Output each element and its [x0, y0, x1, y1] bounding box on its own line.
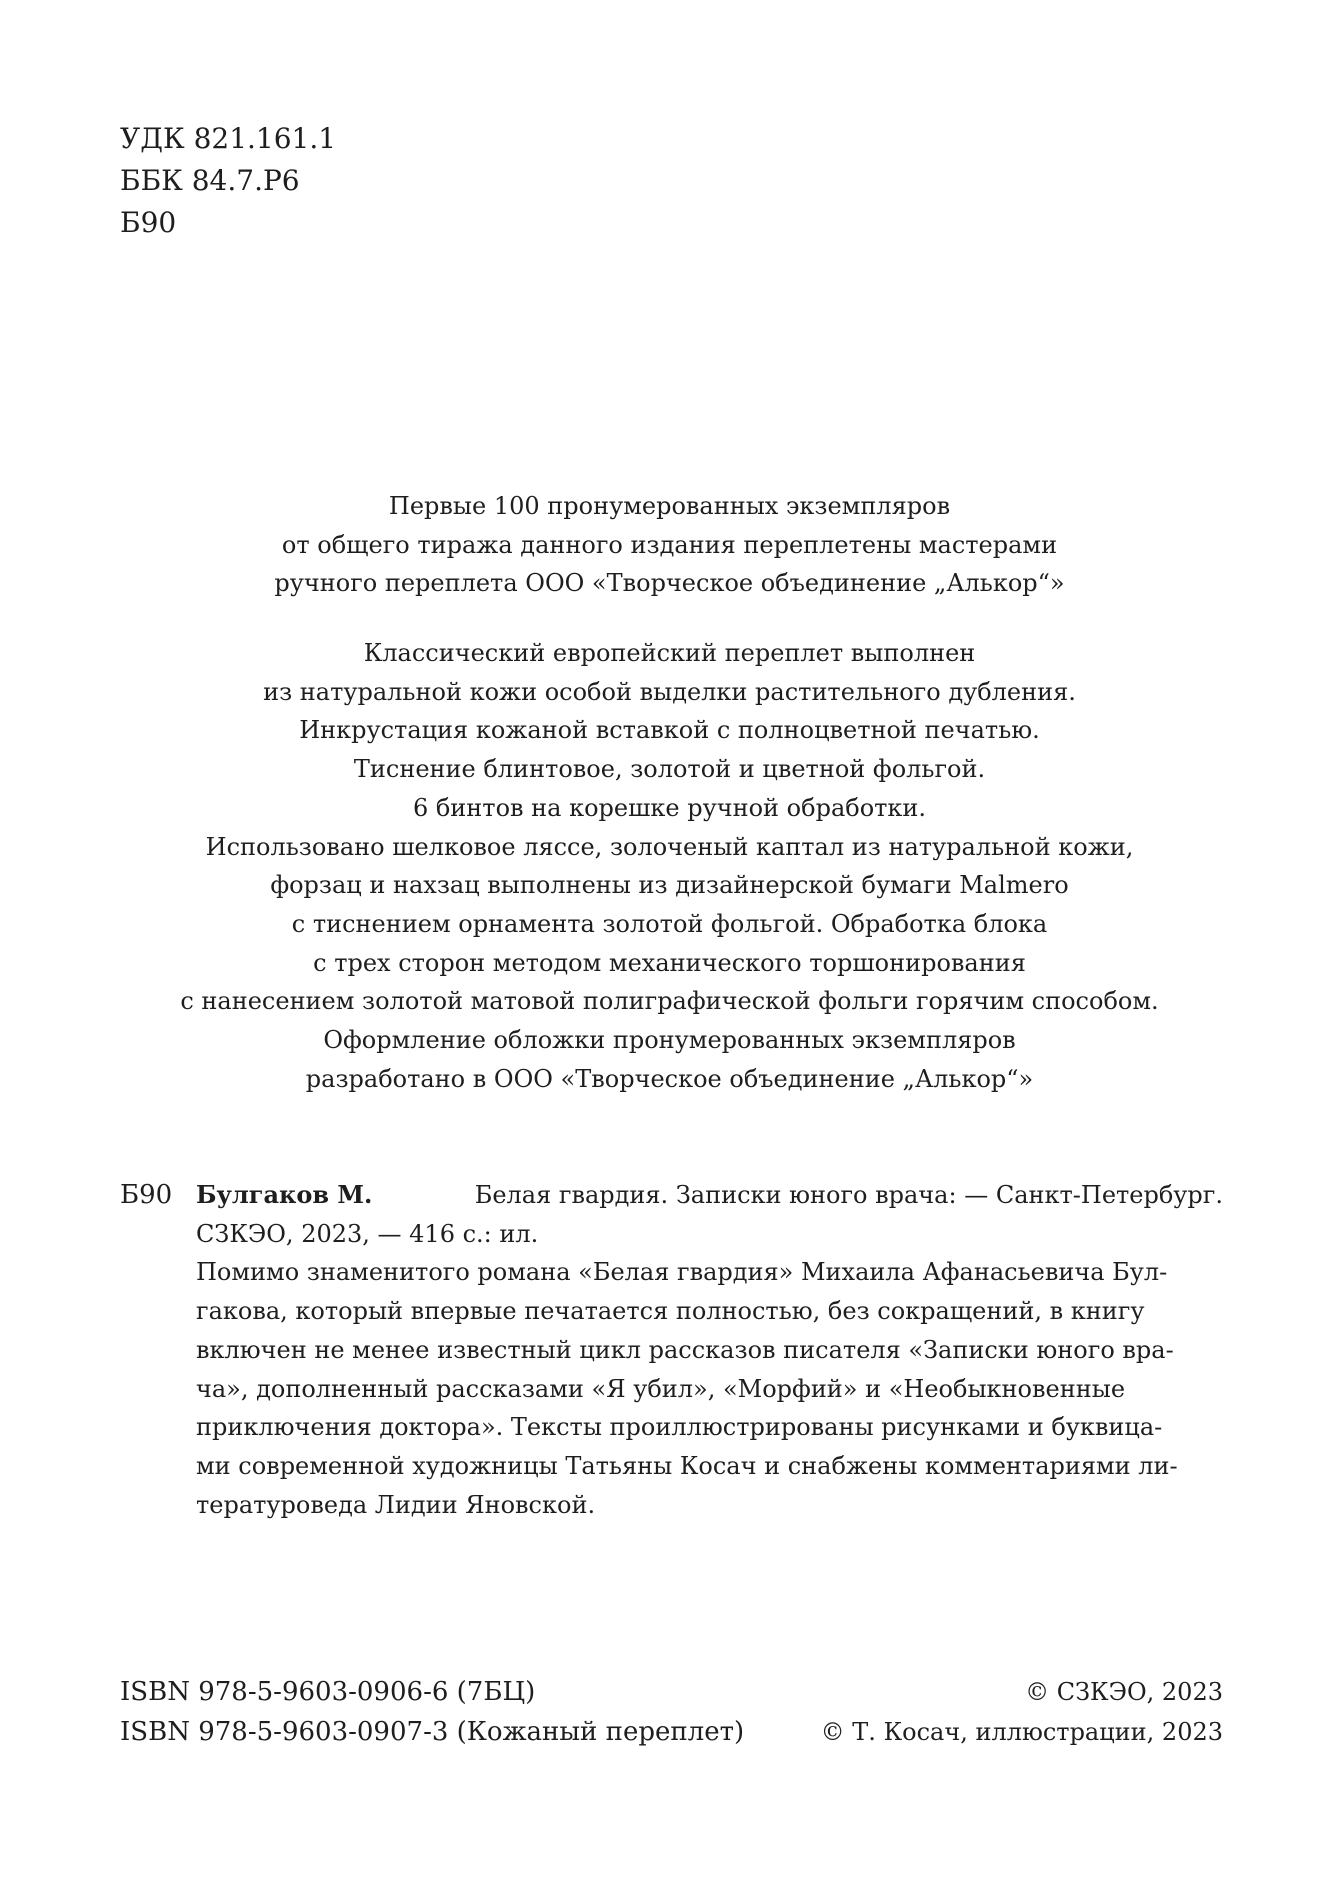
text-line: форзац и нахзац выполнены из дизайнерской бумаги Malmero: [270, 871, 1069, 900]
imprint-row: СЗКЭО, 2023, — 416 с.: ил.: [196, 1219, 539, 1248]
annotation-line: тературоведа Лидии Яновской.: [196, 1490, 596, 1519]
binding-notice-paragraph-2: [0, 634, 1339, 1098]
annotation-line: Помимо знаменитого романа «Белая гвардия» Михаила Афанасьевича Бул-: [196, 1258, 1168, 1287]
author-name: Булгаков М.: [196, 1180, 373, 1209]
annotation-line: гакова, который впервые печатается полностью, без сокращений, в книгу: [196, 1297, 1145, 1326]
catalog-title-row: [196, 1176, 1223, 1215]
annotation-line: ча», дополненный рассказами «Я убил», «Морфий» и «Необыкновенные: [196, 1374, 1126, 1403]
text-line: Классический европейский переплет выполнен: [363, 639, 976, 667]
annotation-line: приключения доктора». Тексты проиллюстрированы рисунками и буквица-: [196, 1413, 1163, 1442]
text-line: Оформление обложки пронумерованных экземпляров: [323, 1026, 1016, 1055]
book-title: Белая гвардия. Записки юного врача: — Санкт-Петербург.: [474, 1181, 1223, 1209]
isbn-line: ISBN 978-5-9603-0906-6 (7БЦ): [120, 1677, 536, 1707]
text-line: Тиснение блинтовое, золотой и цветной фольгой.: [353, 755, 986, 784]
text-line: Инкрустация кожаной вставкой с полноцветной печатью.: [299, 716, 1040, 745]
annotation-line: включен не менее известный цикл рассказов писателя «Записки юного вра-: [196, 1335, 1174, 1364]
text-line: разработано в ООО «Творческое объединение „Алькор“»: [305, 1064, 1034, 1093]
text-line: Первые 100 пронумерованных экземпляров: [388, 492, 951, 520]
text-line: с нанесением золотой матовой полиграфической фольги горячим способом.: [180, 987, 1159, 1016]
text-line: с тиснением орнамента золотой фольгой. Обработка блока: [291, 909, 1048, 938]
copyright-block: [821, 1672, 1223, 1752]
author-mark: Б90: [120, 206, 177, 239]
copyright-line: © Т. Косач, иллюстрации, 2023: [820, 1718, 1223, 1746]
text-line: из натуральной кожи особой выделки растительного дубления.: [263, 677, 1076, 706]
catalog-entry: [196, 1176, 1223, 1524]
annotation-line: ми современной художницы Татьяны Косач и снабжены комментариями ли-: [196, 1451, 1178, 1480]
isbn-block: [120, 1672, 744, 1752]
binding-notice-paragraph-1: [0, 487, 1339, 603]
classification-codes: [120, 118, 336, 244]
text-line: Использовано шелковое ляссе, золоченый каптал из натуральной кожи,: [205, 832, 1134, 861]
text-line: ручного переплета ООО «Творческое объединение „Алькор“»: [274, 569, 1065, 598]
text-line: с трех сторон методом механического торшонирования: [313, 948, 1026, 977]
catalog-code: Б90: [120, 1180, 173, 1210]
udk-code: УДК 821.161.1: [120, 122, 337, 155]
text-line: от общего тиража данного издания переплетены мастерами: [281, 530, 1058, 559]
copyright-line: © СЗКЭО, 2023: [1025, 1678, 1223, 1706]
text-line: 6 бинтов на корешке ручной обработки.: [412, 793, 927, 822]
bbk-code: ББК 84.7.Р6: [120, 164, 300, 197]
isbn-line: ISBN 978-5-9603-0907-3 (Кожаный переплет): [120, 1717, 745, 1747]
